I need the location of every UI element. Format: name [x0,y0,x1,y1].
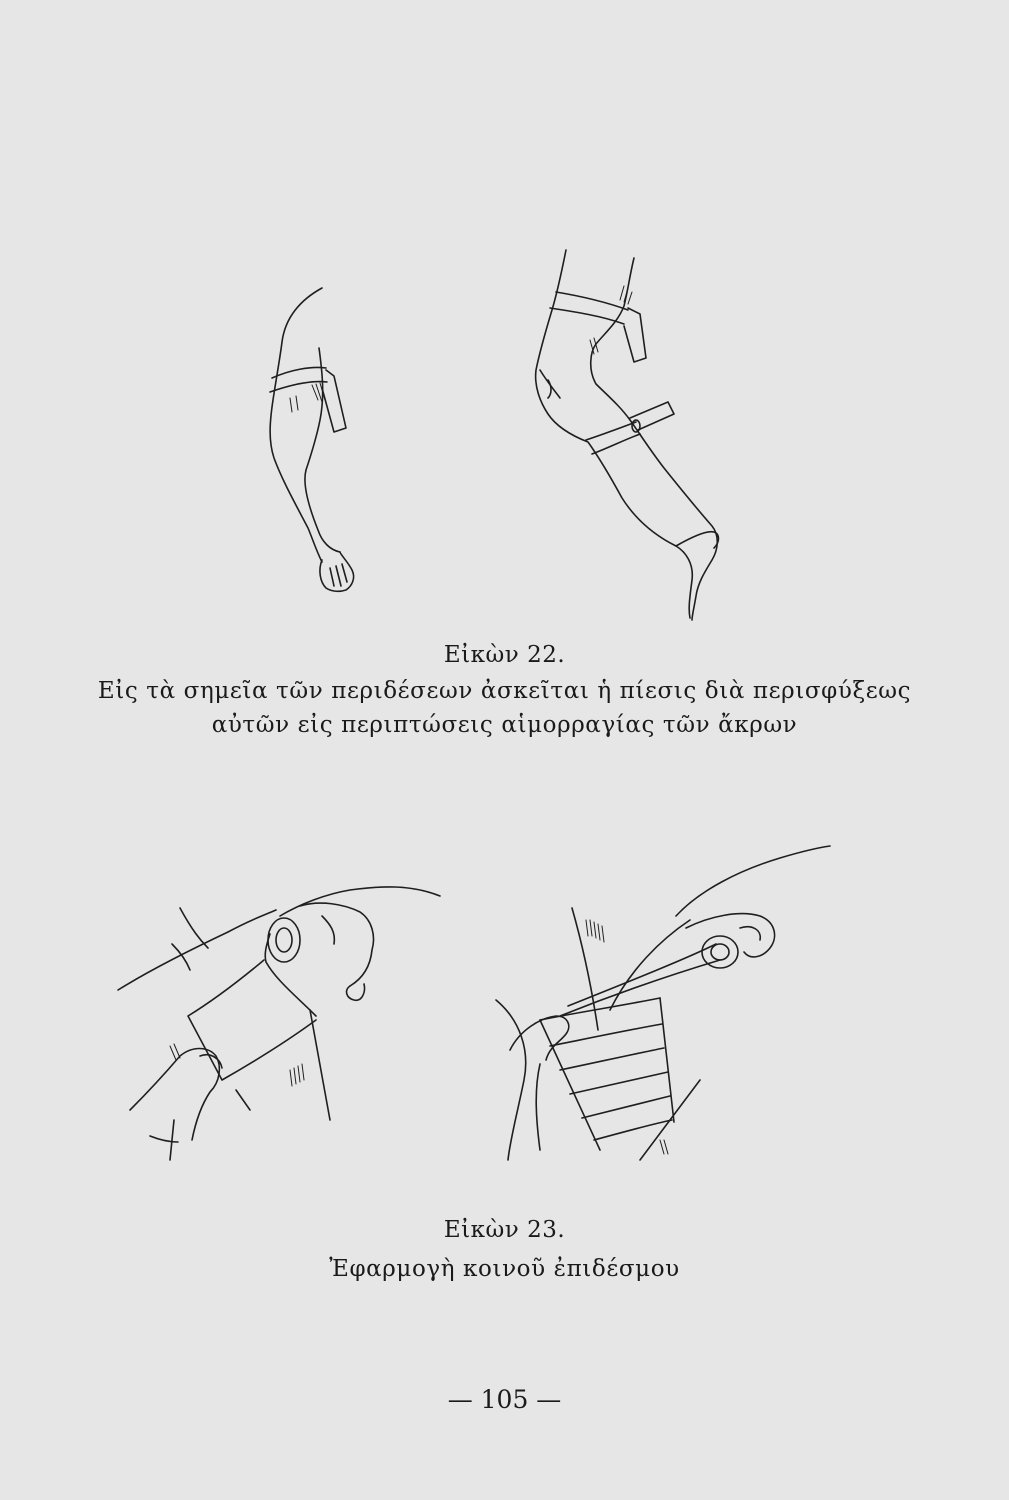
figure-22-caption-line-2: αὐτῶν εἰς περιπτώσεις αἱμορραγίας τῶν ἄκρων [211,712,798,738]
figure-23-caption [0,1252,1009,1286]
figure-23-illustration [0,820,1009,1200]
figure-22-caption-line-1: Εἰς τὰ σημεῖα τῶν περιδέσεων ἀσκεῖται ἡ πίεσις διὰ περισφύξεως [97,678,912,704]
hands-starting-bandage [118,887,440,1160]
hands-spiral-bandage [496,846,830,1160]
figure-22-title: Εἰκὼν 22. [443,642,566,668]
figure-23-caption-line-1: Ἐφαρμογὴ κοινοῦ ἐπιδέσμου [329,1256,680,1282]
arm-with-tourniquet [270,288,354,591]
leg-with-tourniquets [536,250,719,620]
figure-22-caption [0,674,1009,742]
page-number: — 105 — [447,1385,562,1414]
figure-22-illustration [0,230,1009,630]
figure-23-title: Εἰκὼν 23. [443,1217,566,1243]
